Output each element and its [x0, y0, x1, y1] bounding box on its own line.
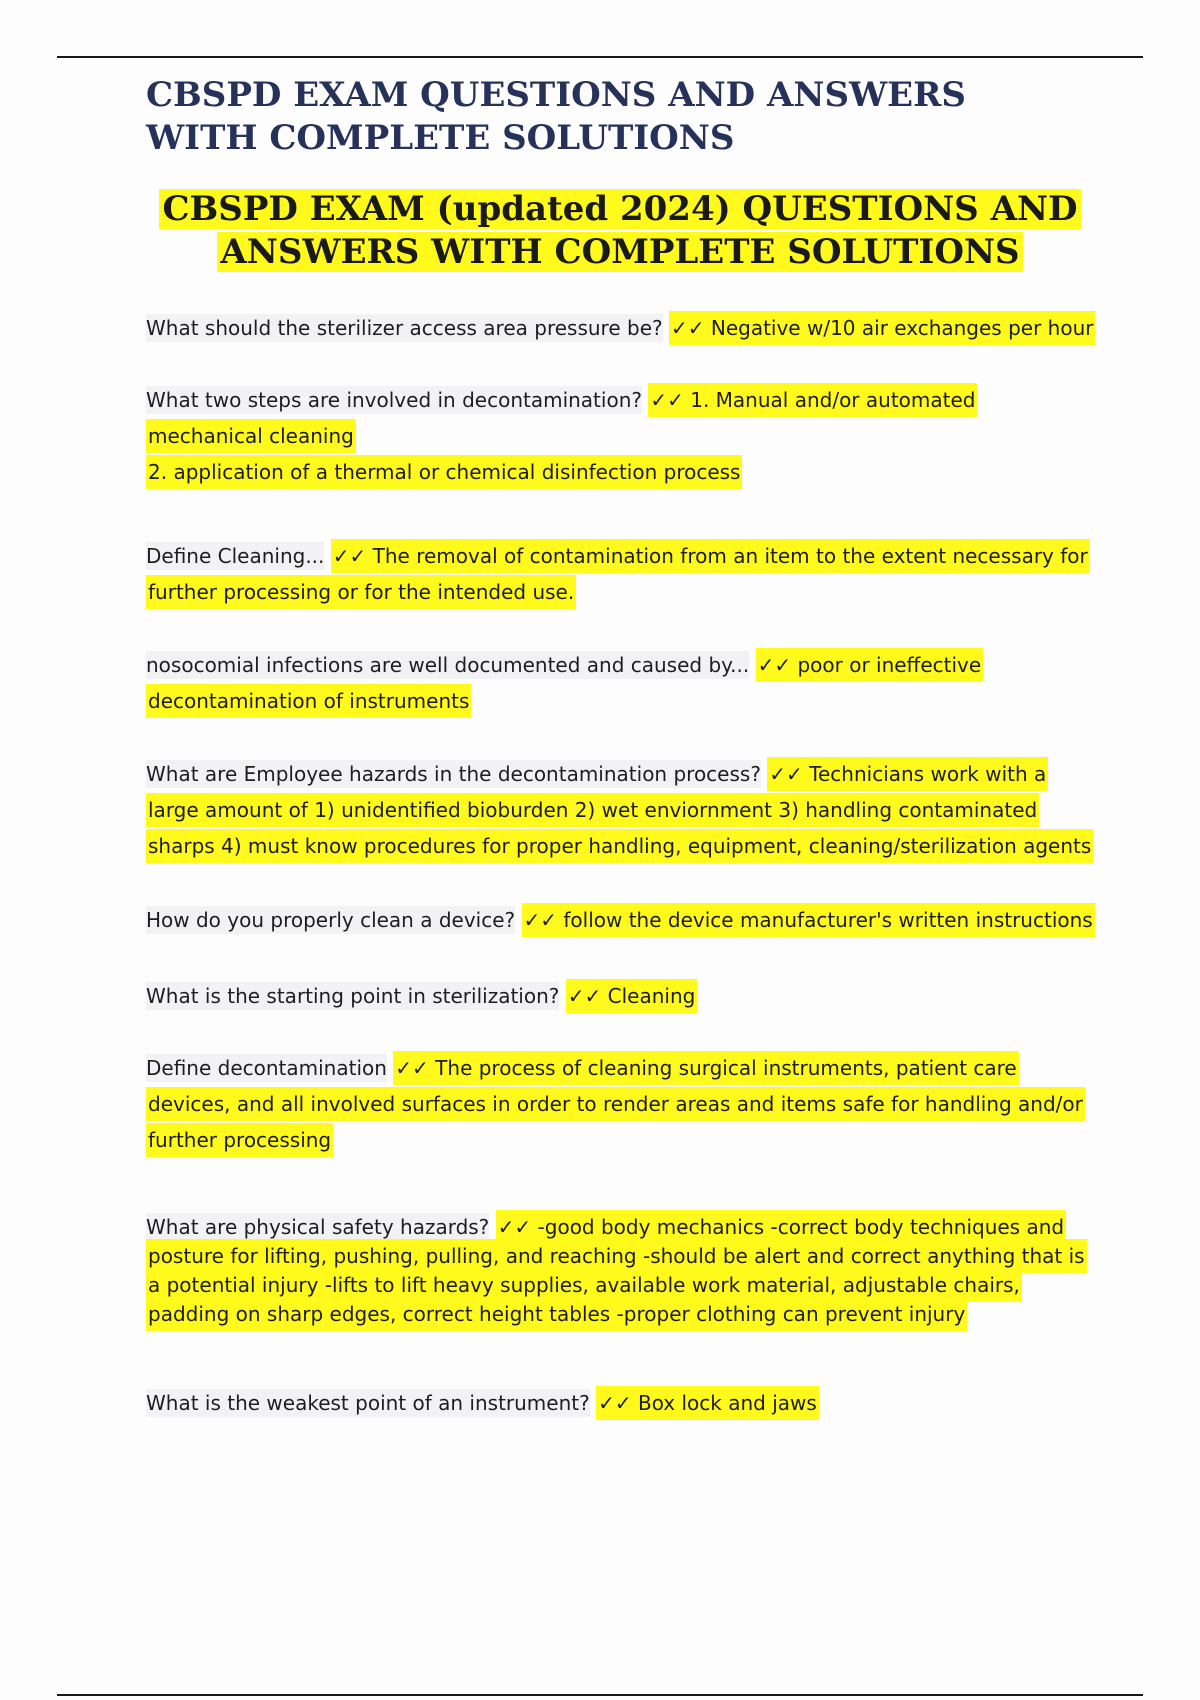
bottom-rule: [57, 1694, 1143, 1696]
answer-line-2: 2. application of a thermal or chemical disinfection process: [146, 455, 742, 489]
check-icon: ✓✓: [757, 653, 792, 677]
question: How do you properly clean a device?: [146, 908, 516, 932]
question: What should the sterilizer access area pressure be?: [146, 316, 663, 340]
qa-item: [146, 1385, 1096, 1421]
answer: Negative w/10 air exchanges per hour: [710, 316, 1094, 340]
qa-item: [146, 756, 1096, 864]
answer: The removal of contamination from an item to the extent necessary for further processing or for the intended use.: [148, 544, 1088, 604]
answer: Technicians work with a large amount of 1) unidentified bioburden 2) wet enviornment 3) handling contaminated sharps 4) must know procedures for proper handling, equipment, cleaning/sterilization agents: [148, 762, 1092, 858]
check-icon: ✓✓: [567, 984, 602, 1008]
question: What are physical safety hazards?: [146, 1215, 490, 1239]
check-icon: ✓✓: [769, 762, 803, 786]
subtitle-highlight: CBSPD EXAM (updated 2024) QUESTIONS AND ANSWERS WITH COMPLETE SOLUTIONS: [159, 189, 1080, 272]
check-icon: ✓✓: [523, 908, 558, 932]
answer: The process of cleaning surgical instruments, patient care devices, and all involved surfaces in order to render areas and items safe for handling and/or further processing: [148, 1056, 1083, 1152]
answer-highlight: [566, 979, 698, 1013]
check-icon: ✓✓: [650, 388, 684, 412]
answer: follow the device manufacturer's written instructions: [563, 908, 1093, 932]
qa-line: [146, 454, 1096, 490]
answer-highlight: [596, 1386, 819, 1420]
qa-item: [146, 1213, 1096, 1329]
qa-item: [146, 647, 1096, 719]
question: Define decontamination: [146, 1056, 387, 1080]
qa-item: [146, 538, 1096, 610]
answer: Box lock and jaws: [637, 1391, 817, 1415]
check-icon: ✓✓: [670, 316, 705, 340]
check-icon: ✓✓: [395, 1056, 429, 1080]
answer: 1. Manual and/or automated mechanical cleaning: [148, 388, 976, 448]
question: What is the weakest point of an instrument?: [146, 1391, 590, 1415]
qa-item: [146, 1050, 1096, 1158]
check-icon: ✓✓: [332, 544, 367, 568]
answer-highlight: [522, 903, 1095, 937]
question: What are Employee hazards in the decontamination process?: [146, 762, 761, 786]
qa-line: [146, 382, 1096, 454]
qa-item: [146, 382, 1096, 490]
check-icon: ✓✓: [598, 1391, 632, 1415]
question: What two steps are involved in decontamination?: [146, 388, 642, 412]
top-rule: [57, 56, 1143, 58]
answer-highlight: [669, 311, 1096, 345]
document-title: CBSPD EXAM QUESTIONS AND ANSWERS WITH COMPLETE SOLUTIONS: [146, 75, 966, 158]
document-subtitle: [146, 188, 1094, 274]
question: What is the starting point in sterilization?: [146, 984, 560, 1008]
answer: poor or ineffective decontamination of instruments: [148, 653, 982, 713]
qa-item: [146, 978, 1096, 1014]
question: Define Cleaning...: [146, 544, 325, 568]
question: nosocomial infections are well documented and caused by...: [146, 653, 750, 677]
qa-item: [146, 310, 1096, 346]
qa-item: [146, 902, 1096, 938]
check-icon: ✓✓: [497, 1215, 532, 1239]
answer: -good body mechanics -correct body techniques and posture for lifting, pushing, pulling, and reaching -should be alert and correct anything that is a potential injury -lifts to lift heavy supplies, available work material, adjustable chairs, padding on sharp edges, correct height tables -proper clothing can prevent injury: [148, 1215, 1085, 1326]
answer: Cleaning: [607, 984, 696, 1008]
